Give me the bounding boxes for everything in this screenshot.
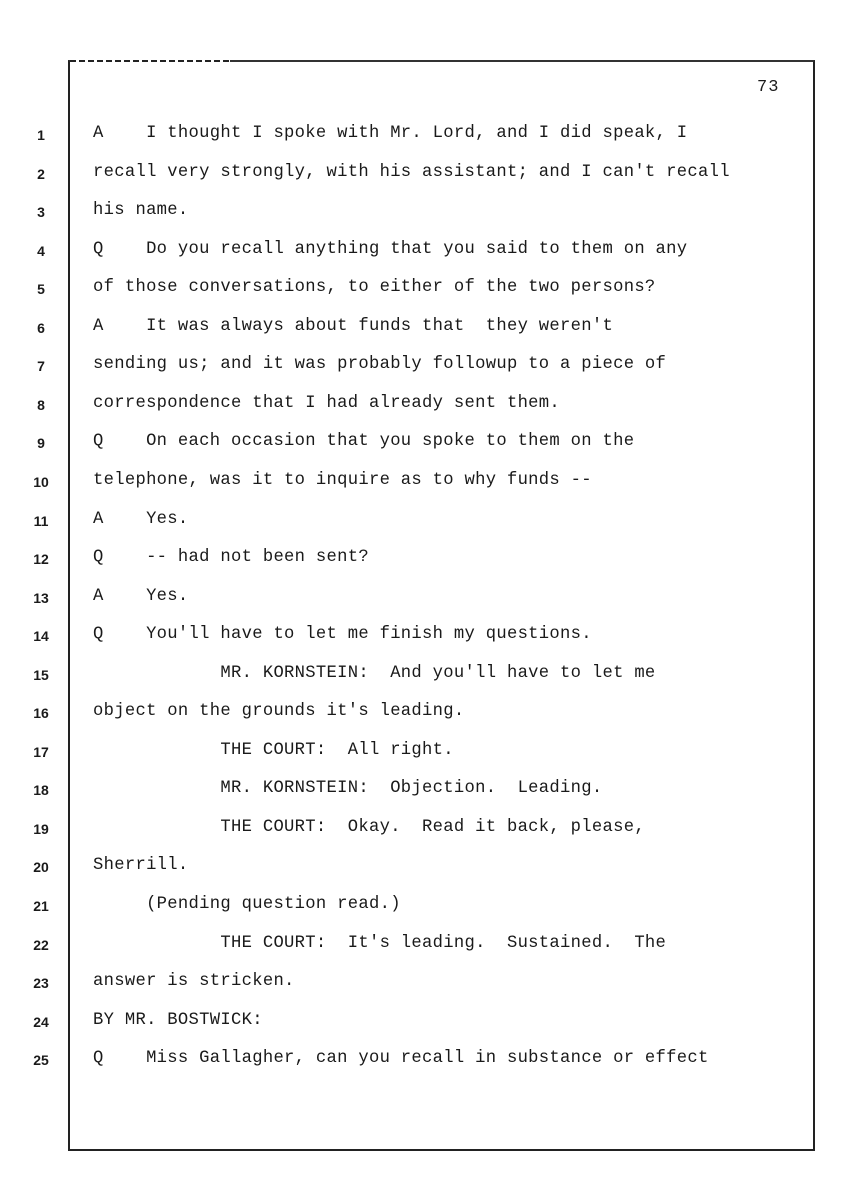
transcript-line: THE COURT: Okay. Read it back, please, [93,818,645,837]
line-number: 5 [37,281,45,297]
line-number: 1 [37,127,45,143]
transcript-line: Q Do you recall anything that you said to them on any [93,240,688,259]
line-number: 9 [37,435,45,451]
transcript-line: Q -- had not been sent? [93,548,369,567]
transcript-line: telephone, was it to inquire as to why funds -- [93,471,592,490]
line-number: 2 [37,166,45,182]
transcript-line: Q You'll have to let me finish my questions. [93,625,592,644]
transcript-line: correspondence that I had already sent them. [93,394,561,413]
line-number: 23 [33,975,49,991]
transcript-line: Q On each occasion that you spoke to them on the [93,432,635,451]
transcript-line: MR. KORNSTEIN: And you'll have to let me [93,664,656,683]
line-number: 6 [37,320,45,336]
transcript-line: answer is stricken. [93,972,295,991]
line-number: 17 [33,744,49,760]
transcript-line: (Pending question read.) [93,895,401,914]
transcript-line: Q Miss Gallagher, can you recall in substance or effect [93,1049,709,1068]
transcript-line: recall very strongly, with his assistant; and I can't recall [93,163,730,182]
line-number: 16 [33,705,49,721]
transcript-line: A I thought I spoke with Mr. Lord, and I did speak, I [93,124,688,143]
line-number: 21 [33,898,49,914]
transcript-line: A Yes. [93,587,189,606]
transcript-line: THE COURT: It's leading. Sustained. The [93,934,667,953]
page-number: 73 [757,78,780,97]
line-number: 19 [33,821,49,837]
transcript-line: object on the grounds it's leading. [93,702,465,721]
transcript-line: BY MR. BOSTWICK: [93,1011,263,1030]
line-number: 4 [37,243,45,259]
line-number: 22 [33,937,49,953]
line-number: 8 [37,397,45,413]
page-border-top-dash [70,60,230,62]
line-number: 13 [33,590,49,606]
line-number: 18 [33,782,49,798]
line-number: 20 [33,859,49,875]
line-number: 14 [33,628,49,644]
line-number: 24 [33,1014,49,1030]
transcript-line: MR. KORNSTEIN: Objection. Leading. [93,779,603,798]
line-number: 15 [33,667,49,683]
transcript-line: sending us; and it was probably followup to a piece of [93,355,667,374]
line-number: 12 [33,551,49,567]
transcript-line: of those conversations, to either of the two persons? [93,278,656,297]
transcript-line: his name. [93,201,189,220]
line-number: 3 [37,204,45,220]
transcript-line: A It was always about funds that they weren't [93,317,614,336]
line-number: 25 [33,1052,49,1068]
line-number: 7 [37,358,45,374]
line-number: 11 [33,513,49,529]
transcript-line: Sherrill. [93,856,189,875]
line-number: 10 [33,474,49,490]
transcript-line: THE COURT: All right. [93,741,454,760]
transcript-line: A Yes. [93,510,189,529]
